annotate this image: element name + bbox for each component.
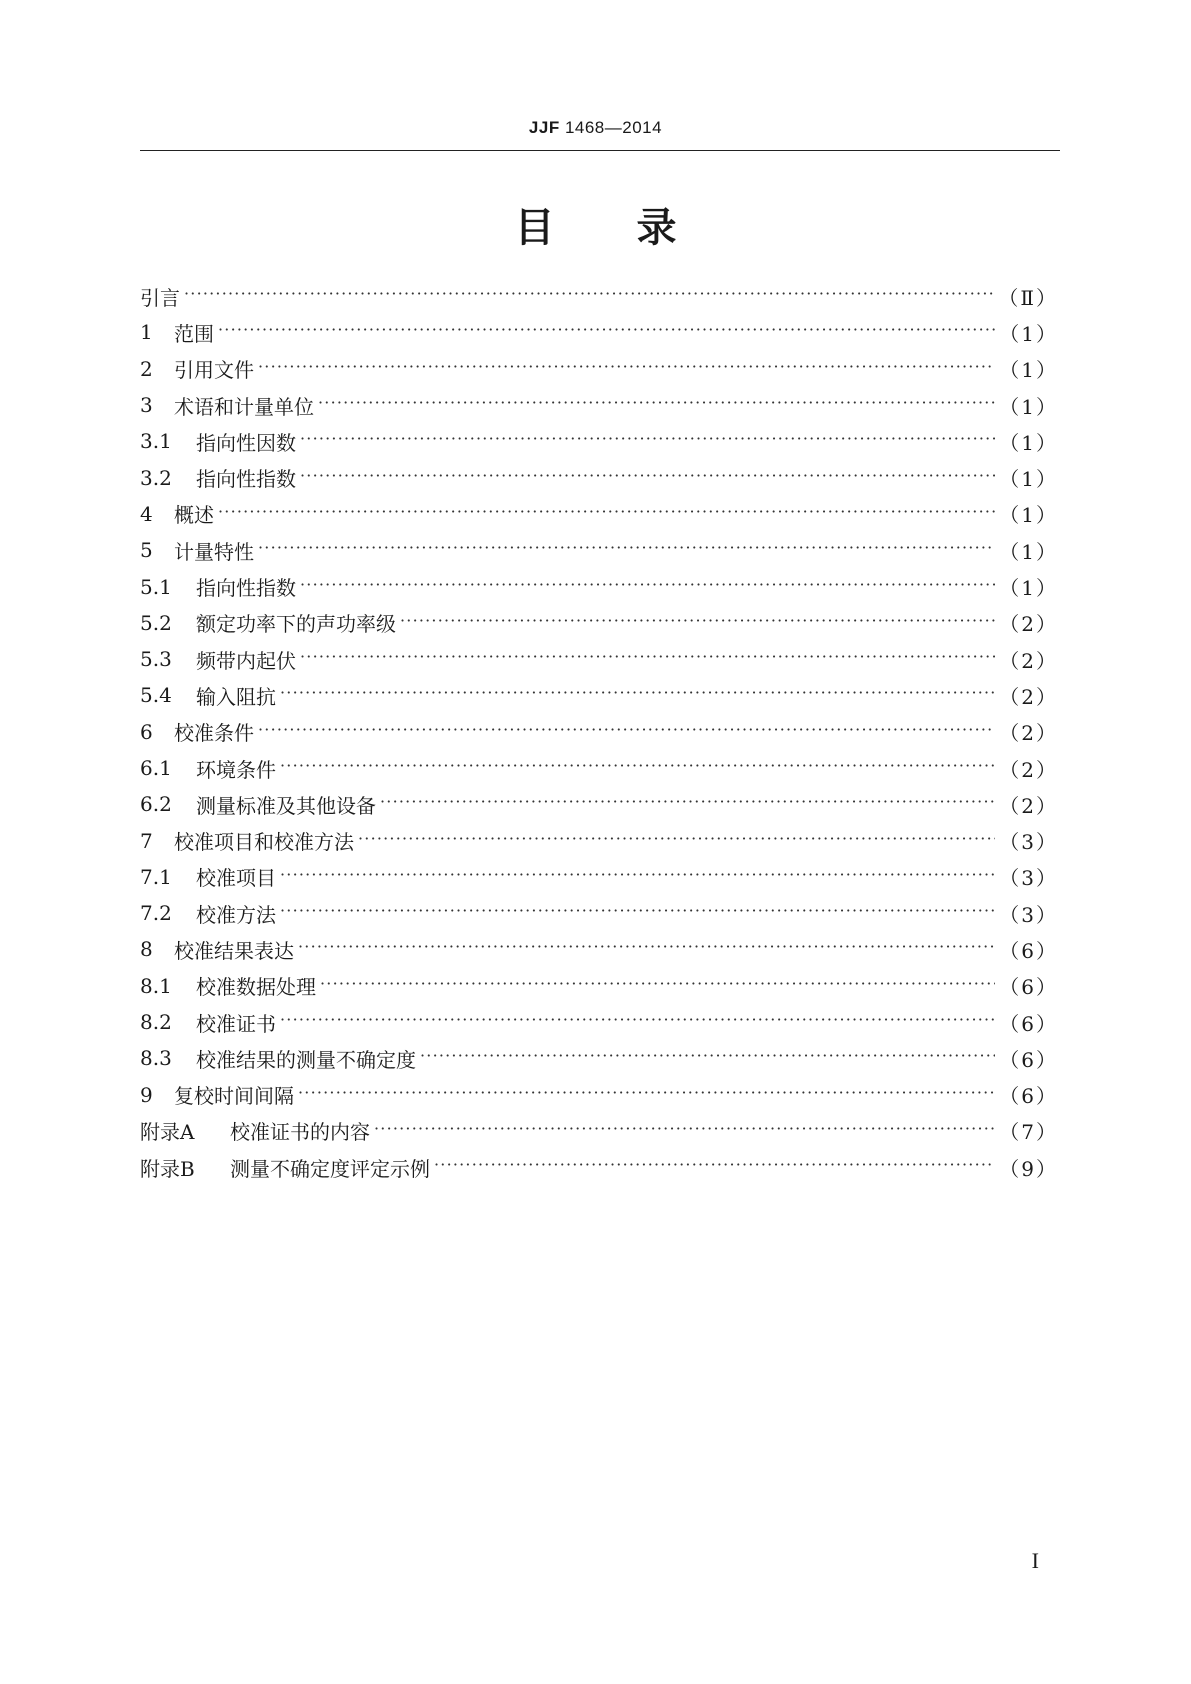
toc-dot-leader bbox=[300, 468, 995, 488]
toc-entry-number: 3.1 bbox=[140, 429, 172, 454]
toc-entry-page: （2） bbox=[999, 757, 1058, 782]
toc-entry-label: 计量特性 bbox=[174, 539, 254, 564]
toc-entry-page: （3） bbox=[999, 830, 1058, 855]
header-code-prefix: JJF bbox=[528, 118, 560, 137]
toc-entry-label: 指向性指数 bbox=[196, 467, 296, 492]
toc-entry-page: （Ⅱ） bbox=[998, 285, 1058, 310]
toc-dot-leader bbox=[400, 613, 995, 633]
toc-dot-leader bbox=[218, 504, 995, 524]
toc-entry-number: 7.2 bbox=[140, 901, 172, 926]
toc-dot-leader bbox=[300, 577, 995, 597]
toc-entry-label: 概述 bbox=[174, 503, 214, 528]
toc-entry[interactable] bbox=[140, 605, 1058, 641]
toc-entry-number: 附录A bbox=[140, 1120, 195, 1145]
toc-dot-leader bbox=[258, 722, 995, 742]
toc-entry-label: 指向性因数 bbox=[196, 430, 296, 455]
toc-entry-number: 7 bbox=[140, 828, 153, 853]
toc-entry-number: 8 bbox=[140, 937, 153, 962]
toc-entry-page: （6） bbox=[999, 975, 1058, 1000]
toc-entry-number: 5.2 bbox=[140, 610, 172, 635]
toc-entry-label: 校准结果表达 bbox=[174, 938, 294, 963]
toc-entry-number: 附录B bbox=[140, 1156, 195, 1181]
toc-title-char-1: 目 bbox=[514, 205, 555, 251]
toc-dot-leader bbox=[184, 286, 994, 306]
toc-entry-label: 引言 bbox=[140, 285, 180, 310]
toc-entry-number: 8.3 bbox=[140, 1046, 172, 1071]
toc-entry[interactable] bbox=[140, 568, 1058, 604]
document-code-header bbox=[0, 118, 1191, 138]
toc-entry-label: 复校时间间隔 bbox=[174, 1084, 294, 1109]
toc-entry[interactable] bbox=[140, 496, 1058, 532]
toc-entry-page: （6） bbox=[999, 938, 1058, 963]
toc-entry[interactable] bbox=[140, 968, 1058, 1004]
toc-entry-label: 校准数据处理 bbox=[196, 975, 316, 1000]
toc-entry-number: 5.3 bbox=[140, 647, 172, 672]
toc-entry-label: 校准项目 bbox=[196, 866, 276, 891]
toc-entry[interactable] bbox=[140, 387, 1058, 423]
toc-entry[interactable] bbox=[140, 641, 1058, 677]
toc-entry-label: 校准方法 bbox=[196, 902, 276, 927]
toc-dot-leader bbox=[280, 758, 995, 778]
toc-dot-leader bbox=[358, 831, 995, 851]
toc-dot-leader bbox=[300, 649, 995, 669]
toc-entry-page: （1） bbox=[999, 539, 1058, 564]
toc-entry-number: 1 bbox=[140, 320, 153, 345]
toc-entry-page: （1） bbox=[999, 430, 1058, 455]
toc-dot-leader bbox=[258, 540, 995, 560]
table-of-contents bbox=[140, 278, 1058, 1185]
toc-entry-number: 8.2 bbox=[140, 1010, 172, 1035]
toc-entry[interactable] bbox=[140, 1040, 1058, 1076]
toc-entry-page: （2） bbox=[999, 612, 1058, 637]
toc-entry-label: 频带内起伏 bbox=[196, 648, 296, 673]
toc-entry-number: 6.1 bbox=[140, 756, 172, 780]
toc-entry-page: （2） bbox=[999, 793, 1058, 818]
toc-entry[interactable] bbox=[140, 822, 1058, 858]
toc-entry[interactable] bbox=[140, 1149, 1058, 1185]
toc-entry-page: （6） bbox=[999, 1084, 1058, 1109]
toc-entry-page: （1） bbox=[999, 321, 1058, 346]
toc-entry-label: 校准证书的内容 bbox=[230, 1120, 370, 1145]
toc-entry[interactable] bbox=[140, 1077, 1058, 1113]
toc-dot-leader bbox=[374, 1121, 995, 1141]
toc-entry-page: （1） bbox=[999, 467, 1058, 492]
toc-entry-page: （1） bbox=[999, 503, 1058, 528]
toc-entry-label: 测量不确定度评定示例 bbox=[230, 1156, 430, 1181]
toc-entry[interactable] bbox=[140, 351, 1058, 387]
toc-entry-page: （9） bbox=[999, 1156, 1058, 1181]
toc-entry-label: 测量标准及其他设备 bbox=[196, 793, 376, 818]
toc-entry[interactable] bbox=[140, 1004, 1058, 1040]
toc-entry-label: 校准项目和校准方法 bbox=[174, 830, 354, 855]
toc-entry-label: 指向性指数 bbox=[196, 576, 296, 601]
toc-entry[interactable] bbox=[140, 423, 1058, 459]
toc-entry-number: 3 bbox=[140, 393, 153, 418]
toc-entry-number: 5.1 bbox=[140, 574, 172, 599]
toc-entry-page: （6） bbox=[999, 1011, 1058, 1036]
toc-entry-label: 术语和计量单位 bbox=[174, 394, 314, 419]
toc-dot-leader bbox=[280, 867, 995, 887]
toc-entry-label: 引用文件 bbox=[174, 358, 254, 383]
header-code-number: 1468—2014 bbox=[564, 118, 663, 137]
toc-dot-leader bbox=[318, 395, 995, 415]
toc-dot-leader bbox=[280, 685, 995, 705]
toc-entry-page: （3） bbox=[999, 866, 1058, 891]
toc-entry-page: （1） bbox=[999, 394, 1058, 419]
toc-entry-label: 校准结果的测量不确定度 bbox=[196, 1047, 416, 1072]
toc-entry-number: 5.4 bbox=[140, 683, 172, 708]
toc-entry-number: 9 bbox=[140, 1082, 153, 1107]
toc-entry-label: 范围 bbox=[174, 321, 214, 346]
toc-entry[interactable] bbox=[140, 895, 1058, 931]
toc-entry-number: 3.2 bbox=[140, 465, 172, 490]
toc-entry-label: 额定功率下的声功率级 bbox=[196, 612, 396, 637]
toc-entry-number: 6.2 bbox=[140, 792, 172, 817]
toc-entry-label: 输入阻抗 bbox=[196, 684, 276, 709]
toc-dot-leader bbox=[280, 1012, 995, 1032]
toc-entry-page: （1） bbox=[999, 576, 1058, 601]
toc-entry-page: （6） bbox=[999, 1047, 1058, 1072]
toc-entry[interactable] bbox=[140, 859, 1058, 895]
toc-title bbox=[0, 196, 1191, 253]
toc-entry-number: 4 bbox=[140, 501, 153, 526]
toc-entry[interactable] bbox=[140, 314, 1058, 350]
toc-entry-label: 校准证书 bbox=[196, 1011, 276, 1036]
toc-dot-leader bbox=[420, 1048, 995, 1068]
toc-entry[interactable] bbox=[140, 714, 1058, 750]
toc-dot-leader bbox=[298, 1085, 995, 1105]
toc-entry-page: （1） bbox=[999, 358, 1058, 383]
toc-entry[interactable] bbox=[140, 931, 1058, 967]
toc-entry-label: 校准条件 bbox=[174, 721, 254, 746]
toc-entry-page: （2） bbox=[999, 721, 1058, 746]
toc-dot-leader bbox=[298, 939, 995, 959]
toc-dot-leader bbox=[380, 794, 995, 814]
toc-entry-page: （2） bbox=[999, 684, 1058, 709]
toc-entry-number: 5 bbox=[140, 538, 153, 563]
toc-dot-leader bbox=[280, 903, 995, 923]
toc-entry-number: 2 bbox=[140, 356, 153, 381]
toc-entry-number: 8.1 bbox=[140, 973, 172, 998]
toc-dot-leader bbox=[320, 976, 995, 996]
toc-entry[interactable] bbox=[140, 677, 1058, 713]
toc-entry-number: 7.1 bbox=[140, 864, 172, 889]
toc-dot-leader bbox=[300, 431, 995, 451]
toc-entry[interactable] bbox=[140, 532, 1058, 568]
toc-dot-leader bbox=[434, 1157, 995, 1177]
page-number: I bbox=[1031, 1548, 1039, 1573]
toc-entry-number: 6 bbox=[140, 719, 153, 744]
toc-entry-page: （3） bbox=[999, 902, 1058, 927]
toc-dot-leader bbox=[218, 322, 995, 342]
toc-title-char-2: 录 bbox=[636, 205, 677, 251]
toc-entry[interactable] bbox=[140, 278, 1058, 314]
toc-entry-page: （7） bbox=[999, 1120, 1058, 1145]
toc-entry-label: 环境条件 bbox=[196, 757, 276, 782]
header-rule bbox=[140, 150, 1060, 151]
toc-entry[interactable] bbox=[140, 1113, 1058, 1149]
toc-entry-page: （2） bbox=[999, 648, 1058, 673]
toc-entry[interactable] bbox=[140, 459, 1058, 495]
toc-entry[interactable] bbox=[140, 750, 1058, 786]
toc-entry[interactable] bbox=[140, 786, 1058, 822]
toc-dot-leader bbox=[258, 359, 995, 379]
